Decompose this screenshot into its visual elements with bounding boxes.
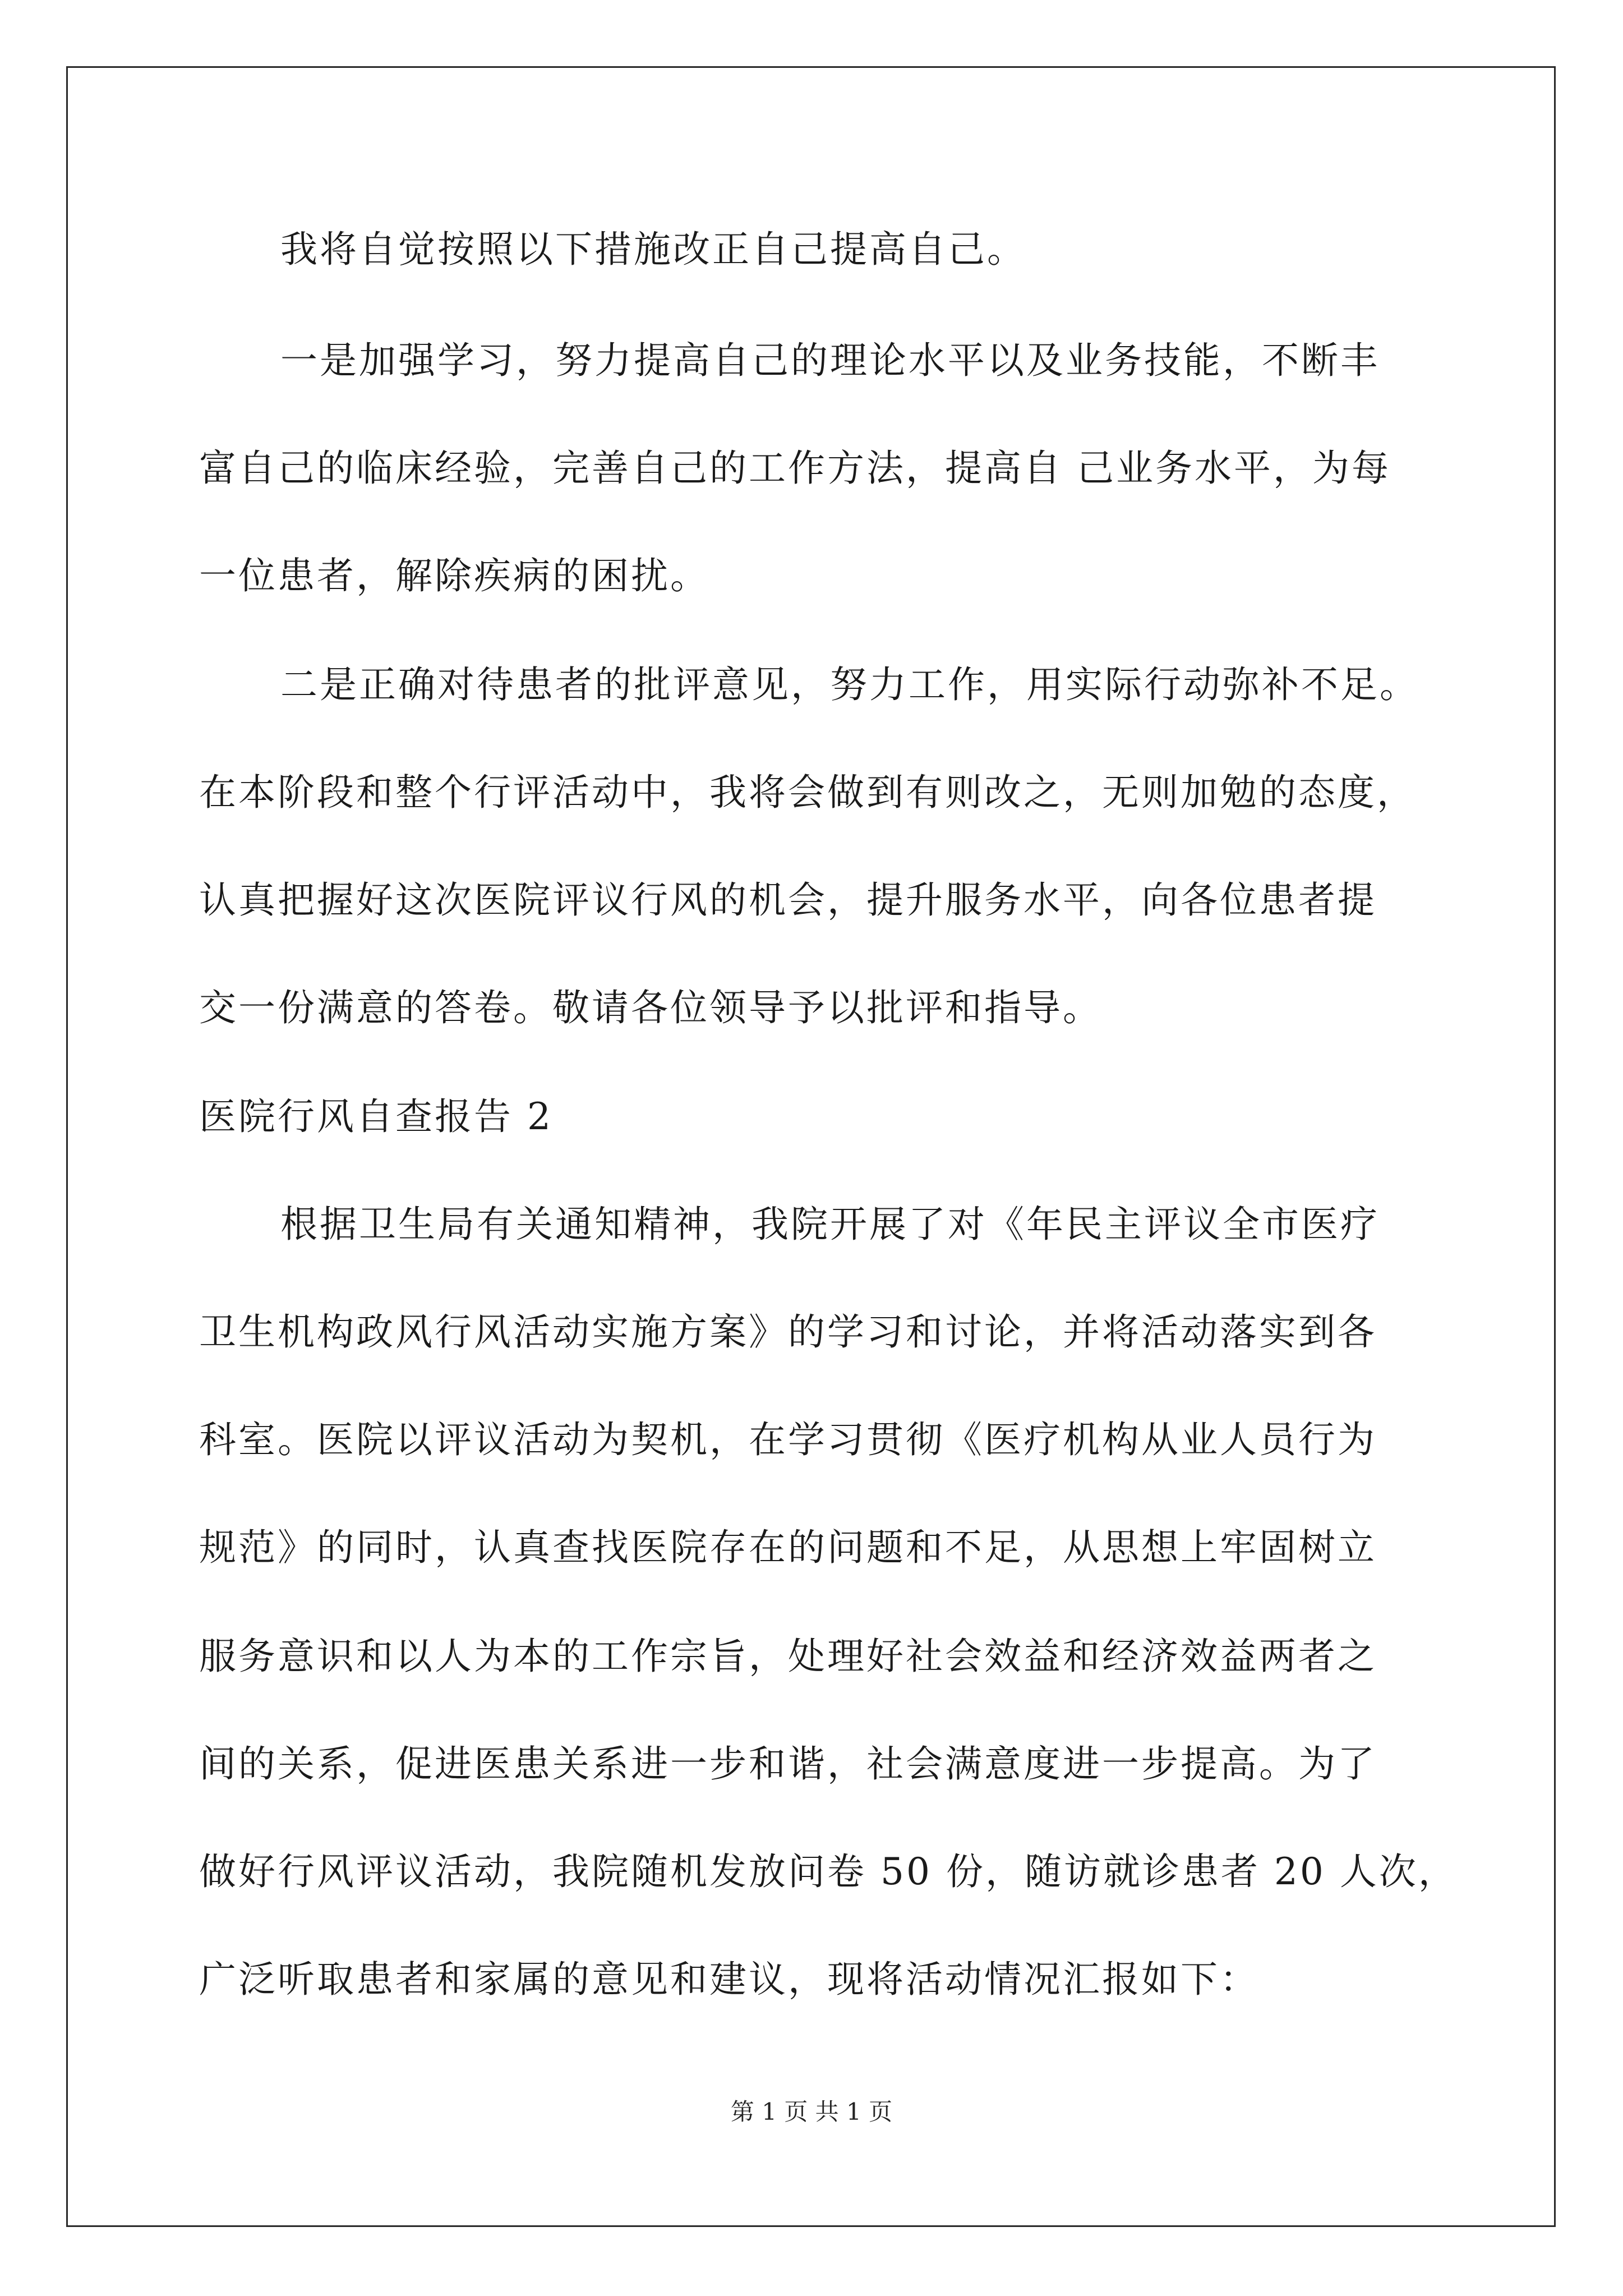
paragraph-line: 一位患者，解除疾病的困扰。 <box>199 554 709 597</box>
paragraph-line: 二是正确对待患者的批评意见，努力工作，用实际行动弥补不足。 <box>280 663 1419 706</box>
paragraph-line: 卫生机构政风行风活动实施方案》的学习和讨论，并将活动落实到各 <box>199 1310 1377 1354</box>
page-border <box>66 66 1556 2227</box>
paragraph-line: 服务意识和以人为本的工作宗旨，处理好社会效益和经济效益两者之 <box>199 1635 1377 1678</box>
paragraph-line: 科室。医院以评议活动为契机，在学习贯彻《医疗机构从业人员行为 <box>199 1418 1377 1461</box>
paragraph-line: 做好行风评议活动，我院随机发放问卷 50 份，随访就诊患者 20 人次， <box>199 1850 1458 1893</box>
paragraph-line: 交一份满意的答卷。敬请各位领导予以批评和指导。 <box>199 986 1102 1029</box>
paragraph-line: 富自己的临床经验，完善自己的工作方法，提高自 己业务水平，为每 <box>199 447 1391 490</box>
paragraph-line: 在本阶段和整个行评活动中，我将会做到有则改之，无则加勉的态度， <box>199 771 1416 814</box>
paragraph-line: 我将自觉按照以下措施改正自己提高自己。 <box>280 228 1026 271</box>
paragraph-line: 间的关系，促进医患关系进一步和谐，社会满意度进一步提高。为了 <box>199 1742 1377 1786</box>
section-heading: 医院行风自查报告 2 <box>199 1095 553 1138</box>
paragraph-line: 根据卫生局有关通知精神，我院开展了对《年民主评议全市医疗 <box>280 1203 1380 1246</box>
paragraph-line: 一是加强学习，努力提高自己的理论水平以及业务技能，不断丰 <box>280 339 1380 382</box>
paragraph-line: 认真把握好这次医院评议行风的机会，提升服务水平，向各位患者提 <box>199 878 1377 922</box>
paragraph-line: 规范》的同时，认真查找医院存在的问题和不足，从思想上牢固树立 <box>199 1526 1377 1569</box>
page-number-footer: 第 1 页 共 1 页 <box>730 2098 893 2125</box>
paragraph-line: 广泛听取患者和家属的意见和建议，现将活动情况汇报如下： <box>199 1958 1259 2001</box>
